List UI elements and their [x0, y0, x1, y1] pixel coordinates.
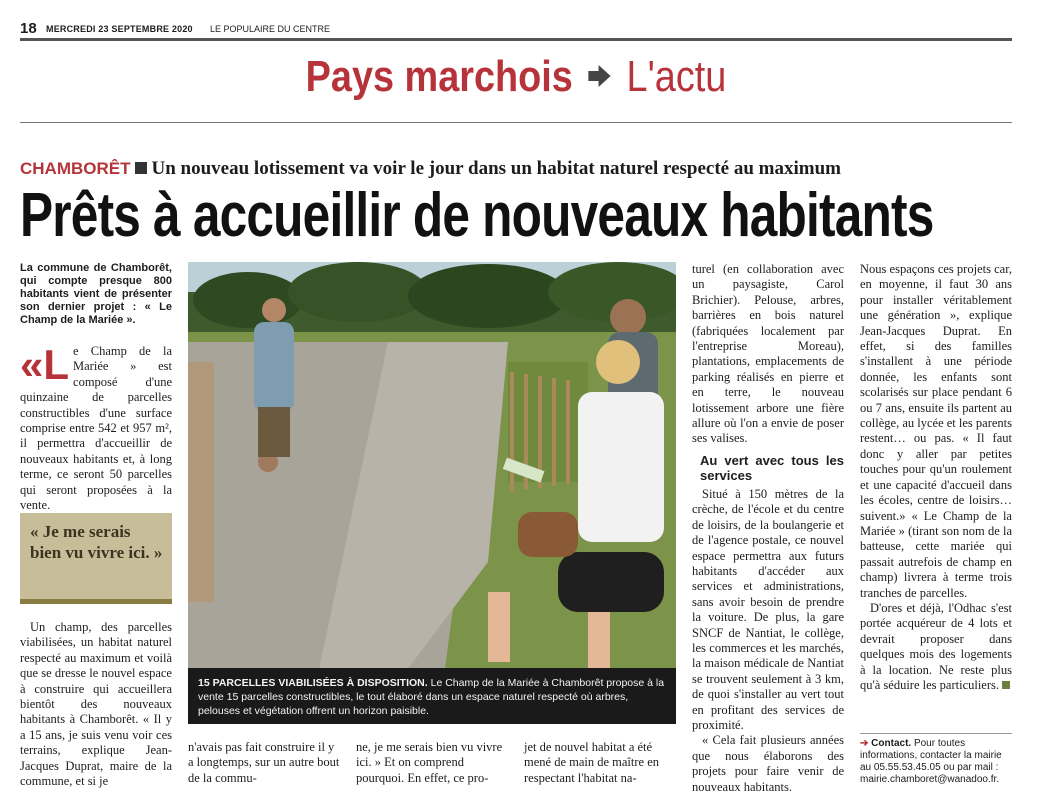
below-photo-column-2 — [356, 740, 508, 786]
end-mark-icon — [1002, 681, 1010, 689]
issue-date: MERCREDI 23 SEPTEMBRE 2020 — [46, 24, 193, 34]
below-photo-text-2: ne, je me serais bien vu vivre ici. » Et on comprend pourquoi. En effet, ce pro- — [356, 740, 503, 785]
col4-paragraph-1: Nous espaçons ces projets car, en moyenne, il faut 30 ans pour installer véritablement une génération », explique Jean-Jacques Duprat. En effet, si des familles s'installent à une période donnée, les enfants sont scolarisés sur place pendant 6 ou 7 ans, ensuite ils partent au collège, au lycée et les parents restent… ou pas. « Il faut donc y aller par petites touches pour qu'un roulement et une capacité d'accueil dans les écoles, centre de loisirs… suivent.» « Le Champ de la Mariée » (tirant son nom de la batteuse, cette mariée qui passait autrefois de champ en champ) livrera à terme trois tranches de parcelles. — [860, 262, 1013, 600]
page-folio — [20, 20, 1012, 41]
col3-paragraph-2: Situé à 150 mètres de la crèche, de l'école et du centre de loisirs, de la boulangerie et de l'agence postale, ce nouvel espace permettra aux futurs habitants d'accéder aux services et administrations, sans avoir besoin de prendre la voiture. De plus, la gare SNCF de Nantiat, le collège, les commerces et les marchés, la maison médicale de Nantiat se trouvent seulement à 3 km, de quoi s'installer au vert tout en profitant des services de proximité. — [692, 486, 844, 732]
col1-paragraph-1: e Champ de la Mariée » est composé d'une quinzaine de parcelles constructibles d'une surface comprise entre 542 et 957 m², il permettra d'accueillir de nouveaux habitants et, à long terme, ce seront 50 parcelles qui seront proposées à la vente. — [20, 344, 172, 513]
col3-paragraph-1: turel (en collaboration avec un paysagiste, Carol Brichier). Pelouse, arbres, barrières en bois naturel (fabriquées localement par l'entreprise Moreau), plantations, emplacements de parking réalisés en pierre et en terre, le nouveau lotissement arbore une fière allure où l'on a envie de poser ses valises. — [692, 262, 844, 446]
pull-quote — [20, 513, 172, 604]
section-rubric — [89, 52, 942, 102]
rubric-section: L'actu — [626, 52, 727, 101]
article-column-1-cont — [20, 620, 172, 789]
below-photo-column-3 — [524, 740, 676, 786]
drop-cap: «L — [20, 341, 70, 388]
below-photo-column-1 — [188, 740, 340, 786]
article-headline: Prêts à accueillir de nouveaux habitants — [20, 181, 934, 250]
article-column-4 — [860, 262, 1012, 693]
rubric-region: Pays marchois — [305, 52, 573, 101]
intertitle: Au vert avec tous les services — [700, 452, 844, 483]
article-photo — [188, 262, 676, 722]
photo-scene — [188, 262, 676, 722]
article-kicker — [20, 158, 841, 180]
pull-quote-text: « Je me serais bien vu vivre ici. » — [30, 522, 163, 562]
rubric-divider — [20, 122, 1012, 123]
col1-paragraph-2: Un champ, des parcelles viabilisées, un habitat naturel respecté au maximum et voilà que se dresse le nouvel espace à construire qui accueillera bientôt des nouveaux habitants à Chamborêt. « Il y a 15 ans, je suis venu voir ces terrains, explique Jean-Jacques Duprat, maire de la commune, et si je — [20, 620, 172, 789]
contact-divider — [860, 733, 1012, 734]
caption-text: Le Champ de la Mariée à Chamborêt propose à la vente 15 parcelles constructibles, le tout élaboré dans un espace naturel respecté où arbres, pelouses et végétation offrent un horizon paisible. — [198, 677, 665, 717]
below-photo-text-1: n'avais pas fait construire il y a longtemps, sur un autre bout de la commu- — [188, 740, 340, 785]
contact-label: Contact. — [871, 738, 912, 749]
caption-lead: 15 PARCELLES VIABILISÉES À DISPOSITION. — [198, 677, 428, 689]
contact-text: Pour toutes informations, contacter la mairie au 05.55.53.45.05 ou par mail : mairie.chamboret@wanadoo.fr. — [860, 738, 1002, 785]
publication-name: LE POPULAIRE DU CENTRE — [210, 24, 331, 34]
kicker-text: Un nouveau lotissement va voir le jour dans un habitat naturel respecté au maximum — [151, 158, 841, 179]
article-location: CHAMBORÊT — [20, 159, 131, 178]
col3-paragraph-3: « Cela fait plusieurs années que nous élaborons des projets pour faire venir de nouveaux habitants. — [692, 733, 844, 794]
below-photo-text-3: jet de nouvel habitat a été mené de main de maître en respectant l'habitat na- — [524, 740, 660, 785]
article-column-3 — [692, 262, 844, 795]
article-column-1 — [20, 341, 172, 513]
chevron-right-icon: ➔ — [860, 738, 869, 749]
arrow-right-icon — [588, 61, 610, 95]
contact-box — [860, 738, 1012, 786]
square-bullet-icon — [135, 162, 147, 174]
photo-caption — [188, 668, 676, 724]
col4-paragraph-2: D'ores et déjà, l'Odhac s'est portée acquéreur de 4 lots et devrait proposer dans quelques mois des logements à la location. Ne reste plus qu'à séduire les particuliers. — [860, 600, 1012, 692]
article-chapo: La commune de Chamborêt, qui compte presque 800 habitants vient de présenter son dernier projet : « Le Champ de la Mariée ». — [20, 262, 172, 326]
page-number: 18 — [20, 20, 37, 37]
